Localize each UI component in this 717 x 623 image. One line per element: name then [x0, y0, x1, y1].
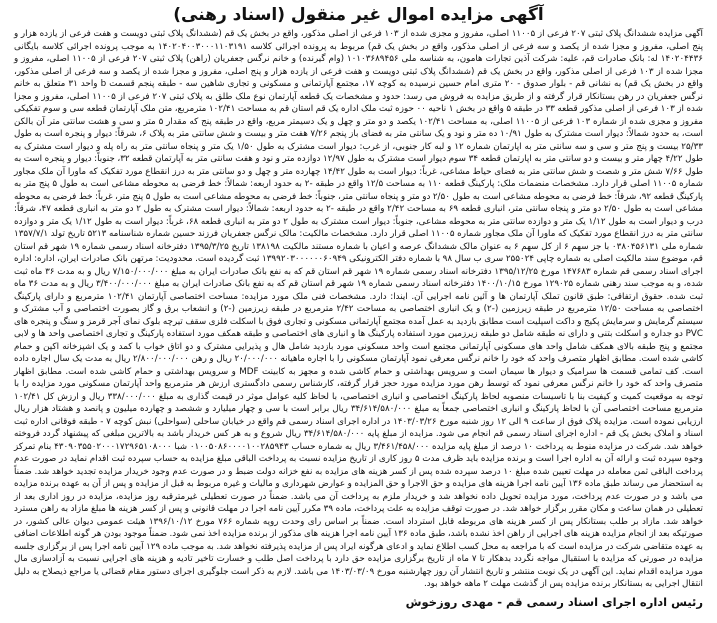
notice-signature: رئیس اداره اجرای اسناد رسمی قم - مهدی روزخوش	[405, 594, 703, 609]
notice-title: آگهی مزایده اموال غیر منقول (اسناد رهنی)	[173, 5, 544, 25]
notice-body: آگهی مزایده ششدانگ پلاک ثبتی ۲۰۷ فرعی از ۱۱۰۰۵ اصلی، مفروز و مجزی شده از ۱۰۳ فرعی از اصلی مذکور، واقع در بخش یک قم (ششدانگ پلاک ثبتی دویست و هفت فرعی از یازده هزار و پنج اصلی، مفروز و مجزا شده از یکصد و سه فرعی از اصلی مذکور، واقع در بخش یک قم) مربوط به پرونده اجرائی کلاسه ۱۴۰۲۰۴۰۰۳۰۰۰۱۱۰۳۱۹۱ به موجب پرونده اجرائی کلاسه بایگانی ۱۴۰۲۰۴۴۳۶ له: بانک صادرات قم، علیه: شرکت آذین تجارات هامون، به شناسه ملی ۱۰۱۰۳۶۸۹۴۵۶ (وام گیرنده) و خانم نرگس جعفریان (راهن) پلاک ثبتی ۲۰۷ فرعی از ۱۱۰۰۵ اصلی، مفروز و مجزا شده از ۱۰۳ فرعی از اصلی مذکور، واقع در بخش یک قم (ششدانگ پلاک ثبتی دویست و هفت فرعی از یازده هزار و پنج اصلی، مفروز و مجزا شده از یکصد و سه فرعی از اصلی مذکور، واقع در بخش یک قم) به نشانی قم - بلوار صدوق - ۲۰ متری امام حسین نرسیده به کوچه ۱۷، مجتمع آپارتمانی و مسکونی و تجاری شاهین سه - طبقه پنجم قسمت b واحد ۳۱ متعلق به خانم نرگس جعفریان در رهن بستانکار قرار گرفته و از طریق مزایده به فروش می رسد: حدود و مشخصات یک قطعه آپارتمان نوع ملک طلق به پلاک ثبتی ۲۰۷ فرعی از ۱۱۰۰۵ اصلی، مفروز و مجزا شده از ۱۰۳ فرعی از اصلی مذکور قطعه ۳۳ در طبقه ۵ واقع در بخش ۱ ناحیه ۰۰ حوزه ثبت ملک اداره یک قم استان قم به مساحت ۱۰۲/۴۱ مترمربع، متن ملک آپارتمان قطعه سی و سوم تفکیکی مفروز و مجزی شده از شماره ۱۰۳ فرعی از ۱۱۰۰۵ اصلی، به مساحت ۱۰۲/۴۱ یکصد و دو متر و چهل و یک دسیمتر مربع، واقع در طبقه پنج که مقدار ۵ متر و سی و هشت سانتی متر آن بالکن است، به حدود شمالاً: دیوار است مشترک به طول ۱۰/۹۱ ده متر و نود و یک سانتی متر به فضای باز پنجم ۷/۲۶ هفت متر و بیست و شش سانتی متر به پلاک ۶، شرقاً: دیوار و پنجره است به طول ۲۵/۳۳ بیست و پنج متر و سی و سه سانتی متر به اپارتمان شماره ۱۲ و لبه کار جنوبی، از غرب: دیوار است مشترک به طول ۱/۵۰ یک متر و پنجاه سانتی متر به راه پله و دیوار است مشترک به طول ۴/۲۲ چهار متر و بیست و دو سانتی متر به اپارتمان قطعه ۳۴ سوم دیوار است مشترک به طول ۱۲/۹۷ دوازده متر و نود و هفت سانتی متر به آپارتمان قطعه ۳۲، جنوباً: دیوار و پنجره است به طول ۷/۶۶ شش متر و شصت و شش سانتی متر به فضای حیاط مشاعی، غرباً: دیوار است به طول ۱۴/۴۲ چهارده متر و چهل و دو سانتی متر به درز انقطاع مورد تفکیک که ماورا آن ملک مجاور شماره ۱۱۰۰۵ اصلی قرار دارد. مشخصات منضمات ملک: پارکینگ قطعه ۱۱۰ به مساحت ۱۲/۵ واقع در طبقه -۲ به حدود اربعه: شمالاً: خط فرضی به محوطه مشاعی است به طول ۵ پنج متر به پارکینگ قطعه ۹۲، شرقاً: خط فرضی به محوطه مشاعی است به طول ۲/۵۰ دو متر و پنجاه سانتی متر، جنوباً: خط فرضی به محوطه مشاعی است به طول ۵ پنج متر، غرباً: خط فرضی به محوطه مشاعی است به طول ۲/۵۰ دو متر و پنجاه سانتی متر، انباری قطعه ۶۹ به مساحت ۲/۴۲ واقع در طبقه -۲ به حدود اربعه: شمالاً: دیوار است مشترک به طول ۲ دو متر به انباری قطعه ۴۷، شرقاً: درب و دیوار است به طول ۱/۱۲ یک متر و دوازده سانتی متر به محوطه مشاعی، جنوباً: دیوار است مشترک به طول ۲ دو متر به انباری قطعه ۶۸، غرباً: دیوار است به طول ۱/۱۲ یک متر و دوازده سانتی متر به درز انقطاع مورد تفکیک که ماورا آن ملک مجاور شماره ۱۱۰۰۵ اصلی قرار دارد. مشخصات مالکیت: مالک نرگس جعفریان فرزند حسین شماره شناسنامه ۵۲۱۳ تاریخ تولد ۱۳۵۷/۷/۱ شماره ملی ۰۳۸۰۴۵۶۱۳۱ با جز سهم ۶ از کل سهم ۶ به عنوان مالک ششدانگ عرصه و اعیان با شماره مستند مالکیت ۱۳۸۱۹۸ تاریخ ۱۳۹۵/۳/۲۵ دفترخانه اسناد رسمی شماره ۱۹ شهر قم استان قم، موضوع سند مالکیت اصلی به شماره چاپی ۲۵۵۰۲۴ سری ب سال ۹۸ با شماره دفتر الکترونیکی ۱۳۹۹۲۰۳۰۰۰۰۰۰۶۰۹۴۹ ثبت گردیده است. محدودیت: مرتهن بانک صادرات ایران، اداره: اداره اجرای اسناد رسمی قم شماره ۱۴۷۶۸۳ مورخ ۱۳۹۵/۱۲/۲۵ دفترخانه اسناد رسمی شماره ۱۹ شهر قم استان قم که به نفع بانک صادرات ایران به مبلغ ۷/۱۵۰/۰۰۰/۰۰۰ ریال و به مدت ۳۶ ماه ثبت شده، و به موجب سند رهنی شماره ۱۲۹۰۲۵ مورخ ۱۴۰۰/۱۰/۱۵ دفترخانه اسناد رسمی شماره ۱۹ شهر قم استان قم که به نفع بانک صادرات ایران به مبلغ ۳/۴۰۰/۰۰۰/۰۰۰ ریال و به مدت ۳۶ ماه ثبت شده. حقوق ارتفاقی: طبق قانون تملک آپارتمان ها و آئین نامه اجرایی آن. ایندا: دارد. مشخصات فنی ملک مورد مزایده: مساحت اختصاصی آپارتمان ۱۰۲/۴۱ مترمربع و دارای پارکینگ اختصاصی به مساحت ۱۲/۵۰ مترمربع در طبقه زیرزمین (-۲) و یک انباری اختصاصی به مساحت ۲/۴۲ مترمربع در طبقه زیرزمین (-۲) و انشعاب برق و گاز بصورت اختصاصی و آب مشترک و سیستم گرمایش و سرمایش پکیج و داکت اسپلیت است مطابق بازدید به عمل آمده مجتمع آپارتمانی مسکونی و تجاری فوق با اسکلت فلزی سقف تیرچه بلوک نمای آجر قرمز و سنگ و پنجره های PVC دو جداره و اسکلت بتنی و دارای نه طبقه شامل دو طبقه زیرزمین مورد استفاده پارکینگ ها و انباری های اختصاصی و طبقه همکف مورد استفاده پارکینگ و تجاری اختصاصی واحد ها و لابی مجتمع و پنج طبقه بالای همکف شامل واحد های مسکونی آپارتمانی مجتمع است واحد مسکونی مورد بازدید شامل هال و پذیرایی مشترک و دو اتاق خواب با کمد و یک اشپزخانه اکپن و حمام کاشی شده است. مطابق اظهار متصرف واحد که خود را خانم نرگس معرفی نمود آپارتمان مسکونی را با اجاره ماهیانه ۲۰/۰۰۰/۰۰۰ ریال و رهن ۲/۸۰۰/۰۰۰/۰۰۰ ریال به مدت یک سال اجاره داده است. کف تمامی قسمت ها سرامیک و دیوار ها سیمان است و سرویس بهداشتی و حمام کاشی شده و مجهز به کابینت MDF و سرویس بهداشتی و حمام کاشی شده است. مطابق اظهار متصرف واحد که خود را خانم نرگس معرفی نمود که توسط رهن مورد مزایده مورد حجز قرار گرفته، کارشناس رسمی دادگستری ارزش هر مترمربع واحد آپارتمان مسکونی مورد مزایده را با توجه به موقعیت کمیت و کیفیت بنا با تاسیسات منصوبه لحاظ پارکینگ اختصاصی و انباری اختصاصی، با لحاظ کلیه عوامل موثر در قیمت گذاری به مبلغ ۳۳۸/۰۰۰/۰۰۰ ریال و ارزش کل ۱۰۲/۴۱ مترمربع مساحت اختصاصی آن با لحاظ پارکینگ و انباری اختصاصی جمعاً به مبلغ ۳۴/۶۱۴/۵۸۰/۰۰۰ ریال برابر است با سی و چهار میلیارد و ششصد و چهارده میلیون و پانصد و هشتاد هزار ریال ارزیابی نموده است. مزایده پلاک فوق از ساعت ۹ الی ۱۲ روز شنبه مورخ ۱۴۰۳/۰۳/۲۶ در اداره اجرای اسناد رسمی قم واقع در خیابان ساحلی (سواحلی) نبش کوچه ۷ - طبقه فوقانی اداره ثبت اسناد و املاک بخش یک قم - اداره اجرای اسناد رسمی قم انجام می شود. مزایده از مبلغ پایه ۳۴/۶۱۴/۵۸۰/۰۰۰ ریال شروع و به هر کس خریدار باشد به بالاترین مبلغی که پیشنهاد گردد فروخته خواهد شد. شرکت در مزایده منوط به پرداخت ۱۰ درصد از مبلغ پایه مزایده ۳/۴۶۱/۴۵۸/۰۰۰ ریال به شماره حساب ۰۱۰۰۵۰۸۶۰۰۰۰۱۰۰۲۸۵۹۴۳ شبا ۴۳۰۹۰۳۵۵۰۲۰۰۰۱۷۲۹۶۵۱۰۸۰۰۰ بنام تمرکز وجوه سپرده ثبت و ارائه آن به اداره اجرا است و برنده مزایده باید ظرف مدت ۵ روز کاری از تاریخ مزایده نسبت به پرداخت الباقی مبلغ مزایده به حساب سپرده ثبت اقدام نماید در صورت عدم پرداخت الباقی ثمن معامله در مهلت تعیین شده مبلغ ۱۰ درصد سپرده شده پس از کسر هزینه های مزایده به نفع خزانه دولت ضبط و در صورت عدم وجود خریدار مزایده تجدید خواهد شد. ضمناً به استحضار می رساند طبق ماده ۱۳۶ آیین نامه اجرا هزینه های مزایده و حق الاجرا و حق المزایده و عوارض شهرداری و مالیات و غیره مربوط به قبل از مزایده و پس از آن به عهده برنده مزایده می باشد و در صورت عدم پرداخت، مورد مزایده تحویل داده نخواهد شد و خریدار ملزم به پرداخت آن می باشد. ضمناً در صورت تعطیلی غیرمترقبه روز مزایده، مزایده در روز اداری بعد از تعطیلی در همان ساعت و مکان مقرر برگزار خواهد شد. در صورت توقف مزایده به علت پرداخت، ماده ۳۹ مکرر آیین نامه اجرا در مهلت قانونی و پس از کسر هزینه ها مبلغ مازاد به راهن مسترد خواهد شد. مازاد بر طلب بستانکار پس از کسر هزینه های مربوطه قابل استرداد است. ضمناً بر اساس رای وحدت رویه شماره ۷۶۶ مورخ ۱۳۹۶/۱۰/۱۲ هیئت عمومی دیوان عالی کشور، در صورتیکه بعد از انجام مزایده هزینه های اجرایی از راهن اخذ نشده باشد، طبق ماده ۱۳۶ آیین نامه اجرا هزینه های مذکور از برنده مزایده اخذ نمی شود. ضمناً موجود بودن هر گونه اطلاعات اضافی به عهده متقاضی شرکت در مزایده است که با مراجعه به محل کسب اطلاع نماید و ادعای هرگونه ایراد پس از مزایده پذیرفته نخواهد شد. به موجب ماده ۱۲۹ آیین نامه اجرا پس از برگزاری جلسه مزایده در صورتی که مزایده با استقبال مواجه نگردد بدهکار تا ۷ ماه از تاریخ برگزاری مزایده حق دارد با پرداخت اصل طلب و خسارت تاخیر تادیه و هزینه های اجرایی نسبت به آزادسازی مال مورد مزایده اقدام نماید. این آگهی در یک نوبت منتشر و تاریخ انتشار آن روز چهارشنبه مورخ ۱۴۰۳/۰۳/۰۹ می باشد. لازم به ذکر است جلوگیری اجرای دستور مقام قضائی یا مراجع ذیصلاح به دلیل انتقال اجرایی به بستانکار برنده مزایده پس از گذشت مهلت ۲ ماهه خواهد بود.	[14, 29, 704, 589]
